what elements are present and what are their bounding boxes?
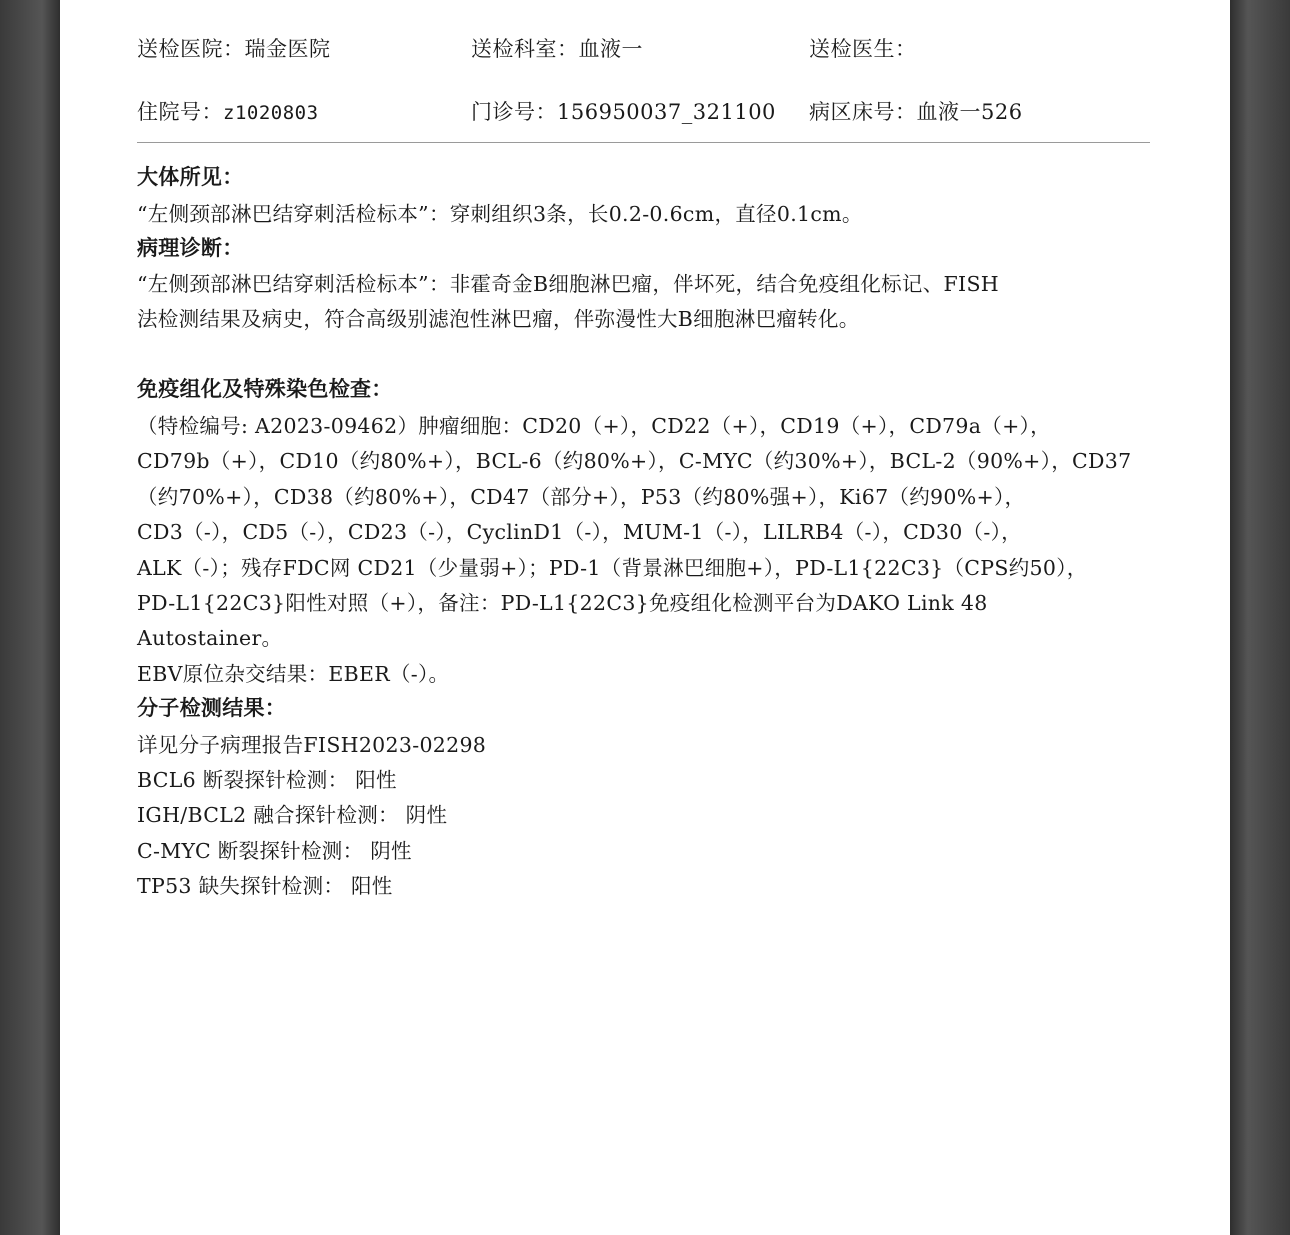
inpatient-no-value: z1020803: [223, 102, 319, 124]
ihc-line: PD-L1{22C3}阳性对照（+），备注：PD-L1{22C3}免疫组化检测平台为DAKO Link 48: [137, 591, 988, 615]
viewer-background-right: [1230, 0, 1290, 1235]
ihc-heading: 免疫组化及特殊染色检查：: [137, 377, 393, 401]
report-page: [60, 0, 1230, 1235]
gross-heading: 大体所见：: [137, 165, 244, 189]
ihc-line: （约70%+），CD38（约80%+），CD47（部分+），P53（约80%强+），Ki67（约90%+），: [137, 485, 1026, 509]
gross-text: “左侧颈部淋巴结穿刺活检标本”：穿刺组织3条，长0.2-0.6cm，直径0.1cm。: [137, 202, 863, 226]
doctor-field: 送检医生：: [809, 37, 917, 61]
ihc-line: Autostainer。: [137, 626, 283, 650]
ihc-line: ALK（-）；残存FDC网 CD21（少量弱+）；PD-1（背景淋巴细胞+），PD-L1{22C3}（CPS约50），: [137, 556, 1088, 580]
ihc-line: （特检编号: A2023-09462）肿瘤细胞：CD20（+），CD22（+），CD19（+），CD79a（+），: [137, 414, 1051, 438]
outpatient-no-field: 门诊号：156950037_321100: [471, 100, 776, 124]
molecular-line: 详见分子病理报告FISH2023-02298: [137, 733, 487, 757]
molecular-line: IGH/BCL2 融合探针检测： 阴性: [137, 803, 448, 827]
diagnosis-line: “左侧颈部淋巴结穿刺活检标本”：非霍奇金B细胞淋巴瘤，伴坏死，结合免疫组化标记、FISH: [137, 272, 999, 296]
molecular-heading: 分子检测结果：: [137, 696, 287, 720]
ihc-line: CD79b（+），CD10（约80%+），BCL-6（约80%+），C-MYC（约30%+），BCL-2（90%+），CD37: [137, 449, 1132, 473]
molecular-line: BCL6 断裂探针检测： 阳性: [137, 768, 397, 792]
ward-bed-field: 病区床号：血液一526: [809, 100, 1023, 124]
inpatient-no-label: 住院号：: [137, 100, 223, 124]
molecular-line: C-MYC 断裂探针检测： 阴性: [137, 839, 412, 863]
diagnosis-heading: 病理诊断：: [137, 236, 244, 260]
ihc-line: CD3（-），CD5（-），CD23（-），CyclinD1（-），MUM-1（-），LILRB4（-），CD30（-），: [137, 520, 1022, 544]
hospital-field: 送检医院：瑞金医院: [137, 37, 331, 61]
viewer-background-left: [0, 0, 60, 1235]
diagnosis-line: 法检测结果及病史，符合高级别滤泡性淋巴瘤，伴弥漫性大B细胞淋巴瘤转化。: [137, 307, 860, 331]
ebv-line: EBV原位杂交结果：EBER（-）。: [137, 662, 450, 686]
department-field: 送检科室：血液一: [471, 37, 643, 61]
header-divider: [137, 142, 1150, 143]
inpatient-no-field: [137, 96, 319, 126]
molecular-line: TP53 缺失探针检测： 阳性: [137, 874, 393, 898]
